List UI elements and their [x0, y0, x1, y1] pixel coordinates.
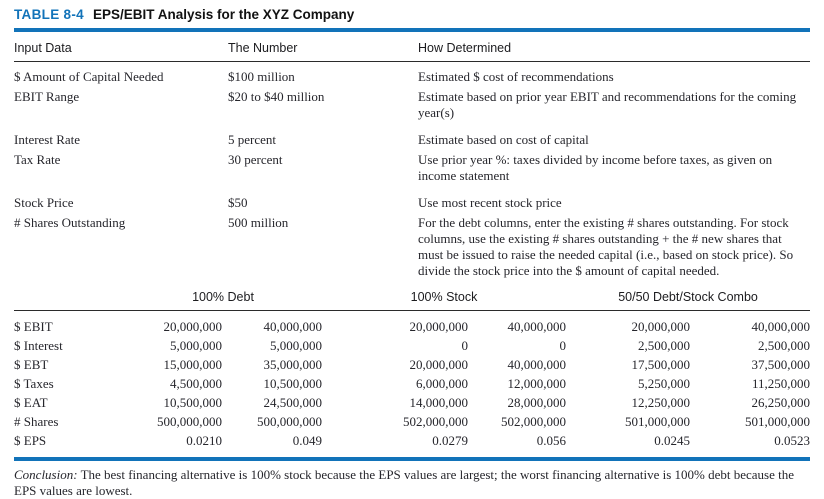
input-row-how: Estimate based on prior year EBIT and recommendations for the coming year(s): [418, 89, 797, 120]
input-row-number: 5 percent: [228, 132, 277, 147]
scenario-cell: 501,000,000: [745, 414, 811, 429]
scenario-cell: 35,000,000: [263, 357, 323, 372]
input-row-label: EBIT Range: [14, 89, 80, 104]
input-row-interest-rate: [14, 130, 810, 150]
input-row-number: $20 to $40 million: [228, 89, 325, 104]
scenario-cell: 10,500,000: [163, 395, 222, 410]
input-data-table: [14, 32, 810, 281]
scenario-cell: 17,500,000: [631, 357, 691, 372]
scenario-cell: 28,000,000: [507, 395, 567, 410]
conclusion-paragraph: [14, 467, 810, 499]
scenario-row-label: $ Interest: [14, 338, 63, 353]
input-row-shares-outstanding: [14, 213, 810, 281]
input-row-label: $ Amount of Capital Needed: [14, 69, 164, 84]
scenario-cell: 5,250,000: [638, 376, 691, 391]
input-row-number: 30 percent: [228, 152, 283, 167]
scenario-header-spacer: [14, 285, 124, 311]
group-header-5050-combo: 50/50 Debt/Stock Combo: [566, 285, 810, 311]
scenario-comparison-table: [14, 285, 810, 455]
input-row-how: For the debt columns, enter the existing # shares outstanding. For stock columns, use the existing # shares outstanding + the # new shares that must be issued to raise the needed capital (i.e., based on stock price). So divide the stock price into the $ amount of capital needed.: [418, 215, 794, 278]
input-row-how: Use prior year %: taxes divided by income before taxes, as given on income statement: [418, 152, 773, 183]
scenario-cell: 20,000,000: [163, 319, 222, 334]
scenario-cell: 0.0210: [186, 433, 222, 448]
scenario-cell: 20,000,000: [631, 319, 691, 334]
conclusion-text: The best financing alternative is 100% stock because the EPS values are largest; the worst financing alternative is 100% debt because the EPS values are lowest.: [14, 467, 795, 498]
scenario-row-interest: [14, 336, 810, 355]
input-row-stock-price: [14, 193, 810, 213]
conclusion-label: Conclusion:: [14, 467, 78, 482]
input-row-label: # Shares Outstanding: [14, 215, 126, 230]
scenario-row-ebt: [14, 355, 810, 374]
input-row-how: Estimated $ cost of recommendations: [418, 69, 614, 84]
input-row-tax-rate: [14, 150, 810, 193]
scenario-cell: 500,000,000: [257, 414, 323, 429]
scenario-cell: 502,000,000: [501, 414, 567, 429]
input-row-capital-needed: [14, 62, 810, 88]
col-header-input-data: Input Data: [14, 32, 228, 62]
scenario-cell: 4,500,000: [170, 376, 222, 391]
input-row-label: Tax Rate: [14, 152, 61, 167]
scenario-cell: 40,000,000: [507, 357, 567, 372]
scenario-cell: 6,000,000: [416, 376, 469, 391]
scenario-cell: 502,000,000: [403, 414, 469, 429]
table-title: [14, 4, 810, 24]
scenario-cell: 20,000,000: [409, 357, 469, 372]
scenario-row-label: $ EBT: [14, 357, 49, 372]
table-number-label: TABLE 8-4: [14, 7, 84, 22]
input-row-ebit-range: [14, 87, 810, 130]
scenario-cell: 501,000,000: [625, 414, 691, 429]
scenario-row-ebit: [14, 311, 810, 337]
scenario-cell: 11,250,000: [752, 376, 811, 391]
divider-thick-bottom: [14, 457, 810, 461]
scenario-row-taxes: [14, 374, 810, 393]
scenario-cell: 0.056: [536, 433, 567, 448]
input-table-header-row: [14, 32, 810, 62]
scenario-row-label: $ EBIT: [14, 319, 53, 334]
group-header-100-stock: 100% Stock: [322, 285, 566, 311]
scenario-row-eat: [14, 393, 810, 412]
scenario-cell: 14,000,000: [409, 395, 469, 410]
col-header-the-number: The Number: [228, 32, 418, 62]
scenario-cell: 12,250,000: [631, 395, 691, 410]
table-caption: EPS/EBIT Analysis for the XYZ Company: [92, 7, 355, 22]
scenario-cell: 20,000,000: [409, 319, 469, 334]
col-header-how-determined: How Determined: [418, 32, 810, 62]
scenario-row-label: $ EPS: [14, 433, 47, 448]
scenario-cell: 24,500,000: [263, 395, 323, 410]
scenario-cell: 0: [559, 338, 567, 353]
scenario-cell: 5,000,000: [170, 338, 222, 353]
scenario-cell: 26,250,000: [751, 395, 811, 410]
scenario-cell: 0: [461, 338, 469, 353]
input-row-number: $50: [228, 195, 248, 210]
scenario-cell: 0.049: [292, 433, 323, 448]
scenario-cell: 2,500,000: [638, 338, 691, 353]
input-row-how: Use most recent stock price: [418, 195, 562, 210]
scenario-cell: 500,000,000: [157, 414, 222, 429]
group-header-100-debt: 100% Debt: [124, 285, 322, 311]
input-row-label: Interest Rate: [14, 132, 81, 147]
input-row-number: 500 million: [228, 215, 289, 230]
scenario-row-label: $ Taxes: [14, 376, 54, 391]
scenario-row-label: # Shares: [14, 414, 59, 429]
scenario-group-header-row: [14, 285, 810, 311]
scenario-row-shares: [14, 412, 810, 431]
scenario-cell: 2,500,000: [758, 338, 811, 353]
scenario-cell: 15,000,000: [163, 357, 222, 372]
scenario-cell: 10,500,000: [263, 376, 323, 391]
scenario-cell: 0.0523: [774, 433, 811, 448]
input-row-label: Stock Price: [14, 195, 74, 210]
input-row-how: Estimate based on cost of capital: [418, 132, 589, 147]
scenario-row-label: $ EAT: [14, 395, 48, 410]
scenario-cell: 5,000,000: [270, 338, 323, 353]
scenario-cell: 0.0245: [654, 433, 691, 448]
scenario-cell: 37,500,000: [751, 357, 811, 372]
scenario-row-eps: [14, 431, 810, 455]
scenario-cell: 40,000,000: [263, 319, 323, 334]
input-row-number: $100 million: [228, 69, 295, 84]
scenario-cell: 40,000,000: [751, 319, 811, 334]
scenario-cell: 12,000,000: [507, 376, 567, 391]
scenario-cell: 0.0279: [432, 433, 469, 448]
scenario-cell: 40,000,000: [507, 319, 567, 334]
